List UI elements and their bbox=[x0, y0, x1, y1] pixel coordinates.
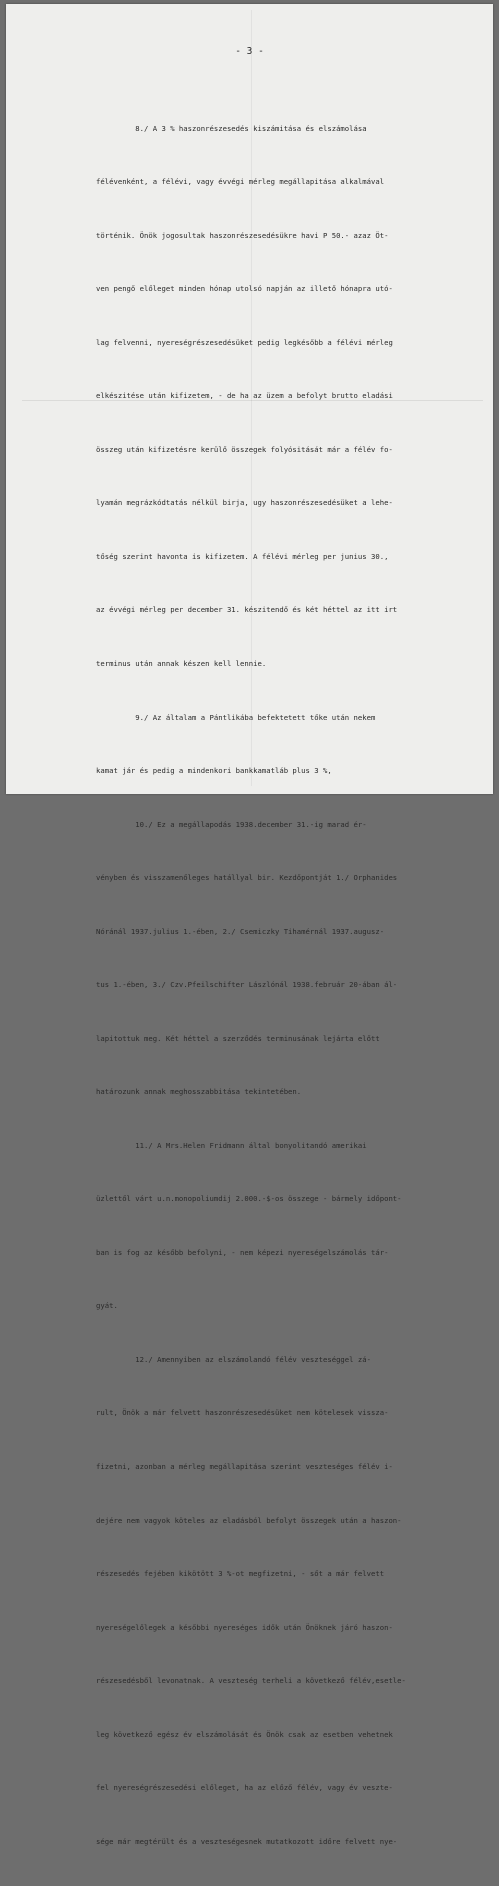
text-line: összeg után kifizetésre kerülő összegek folyósitását már a félév fo- bbox=[96, 444, 393, 454]
text-line: az évvégi mérleg per december 31. készitendő és két héttel az itt irt bbox=[96, 605, 398, 615]
text-line: dejére nem vagyok köteles az eladásból befolyt összegek után a haszon- bbox=[96, 1515, 402, 1525]
text-line: nyereségelőlegek a későbbi nyereséges idők után Önöknek járó haszon- bbox=[96, 1622, 393, 1632]
text-line: 10./ Ez a megállapodás 1938.december 31.-ig marad ér- bbox=[96, 819, 367, 829]
text-line: gyát. bbox=[96, 1301, 118, 1311]
text-line: leg következő egész év elszámolását és Önök csak az esetben vehetnek bbox=[96, 1729, 393, 1739]
text-line: lyamán megrázkódtatás nélkül birja, ugy haszonrészesedésüket a lehe- bbox=[96, 498, 393, 508]
text-line: üzlettől várt u.n.monopoliumdij 2.000.-$-os összege - bármely időpont- bbox=[96, 1194, 402, 1204]
text-line: kamat jár és pedig a mindenkori bankkamatláb plus 3 %, bbox=[96, 766, 332, 776]
text-line: részesedésből levonatnak. A veszteség terheli a következő félév,esetle- bbox=[96, 1676, 406, 1686]
text-line: elkészitése után kifizetem, - de ha az üzem a befolyt brutto eladási bbox=[96, 391, 393, 401]
text-line: lapitottuk meg. Két héttel a szerződés terminusának lejárta előtt bbox=[96, 1033, 380, 1043]
text-line: lag felvenni, nyereségrészesedésüket pedig legkésőbb a félévi mérleg bbox=[96, 337, 393, 347]
document-page bbox=[6, 4, 493, 1846]
page-number: - 3 - bbox=[235, 46, 264, 57]
text-line: félévenként, a félévi, vagy évvégi mérleg megállapitása alkalmával bbox=[96, 177, 385, 187]
text-line: 8./ A 3 % haszonrészesedés kiszámitása és elszámolása bbox=[96, 123, 367, 133]
text-line: fel nyereségrészesedési előleget, ha az előző félév, vagy év veszte- bbox=[96, 1783, 393, 1793]
text-line: történik. Önök jogosultak haszonrészesedésükre havi P 50.- azaz Öt- bbox=[96, 230, 389, 240]
text-line: 11./ A Mrs.Helen Fridmann által bonyolitandó amerikai bbox=[96, 1140, 367, 1150]
text-line: ven pengő előleget minden hónap utolsó napján az illető hónapra utó- bbox=[96, 284, 393, 294]
text-line: tőség szerint havonta is kifizetem. A félévi mérleg per junius 30., bbox=[96, 551, 389, 561]
text-line: ban is fog az később befolyni, - nem képezi nyereségelszámolás tár- bbox=[96, 1247, 389, 1257]
text-line: 9./ Az általam a Pántlikába befektetett tőke után nekem bbox=[96, 712, 376, 722]
text-line: 12./ Amennyiben az elszámolandó félév veszteséggel zá- bbox=[96, 1354, 371, 1364]
text-line: vényben és visszamenőleges hatállyal bir. Kezdőpontját 1./ Orphanides bbox=[96, 873, 398, 883]
text-line: terminus után annak készen kell lennie. bbox=[96, 659, 267, 668]
text-line: részesedés fejében kikötött 3 %-ot megfizetni, - sőt a már felvett bbox=[96, 1569, 385, 1579]
document-body bbox=[96, 84, 476, 1886]
text-line: sége már megtérült és a veszteségesnek mutatkozott időre felvett nye- bbox=[96, 1836, 398, 1846]
text-line: rult, Önök a már felvett haszonrészesedésüket nem kötelesek vissza- bbox=[96, 1408, 389, 1418]
text-line: tus 1.-ében, 3./ Czv.Pfeilschifter Lászlónál 1938.február 20-ában ál- bbox=[96, 980, 398, 990]
text-line: fizetni, azonban a mérleg megállapitása szerint veszteséges félév i- bbox=[96, 1461, 393, 1471]
text-line: határozunk annak meghosszabbitása tekintetében. bbox=[96, 1087, 302, 1097]
text-line: Nóránál 1937.julius 1.-ében, 2./ Csemiczky Tihamérnál 1937.augusz- bbox=[96, 926, 385, 936]
